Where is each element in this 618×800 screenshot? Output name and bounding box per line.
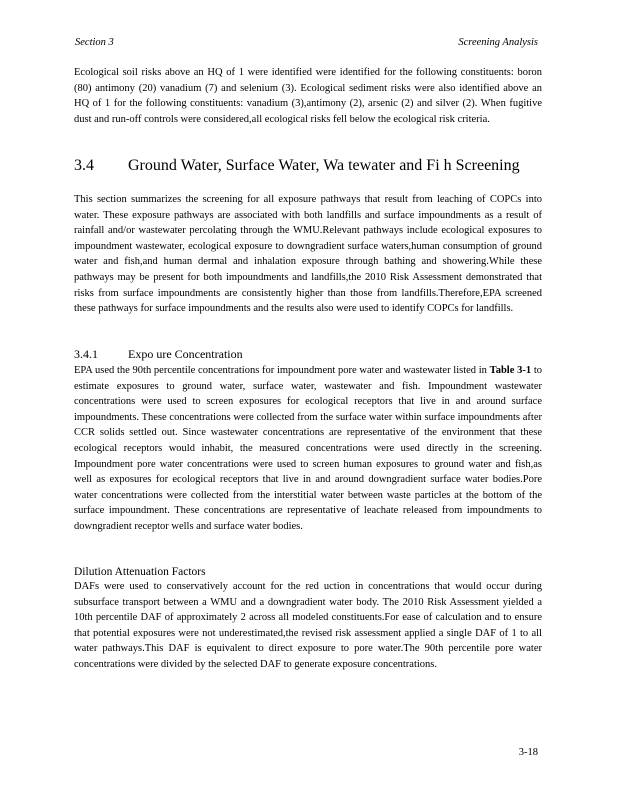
section-paragraph: This section summarizes the screening for all exposure pathways that result from leaching of COPCs into water. These exposure pathways are associated with both landfills and surface impoundments as a result of rainfall and/or wastewater percolating through the WMU.Relevant pathways include ecological exposures to impoundment wastewater, ecological exposure to downgradient surface waters,human consumption of ground water and fish,and human dermal and inhalation exposure through bathing and showering.While these pathways may be present for both impoundments and landfills,the 2010 Risk Assessment demonstrated that risks from surface impoundments are consistently higher than those from landfills.Therefore,EPA screened these pathways for surface impoundments and the results also were used to identify COPCs for landfills. xyxy=(74,194,542,315)
subsection-text-after-ref: to estimate exposures to ground water, surface water, wastewater and fish. Impoundment wastewater concentrations were used to screen exposures for ecological receptors that live in and around surface impoundments. These concentrations were collected from the surface water within surface impoundments after CCR solids settled out. Since wastewater concentrations are representative of the environment that these ecological receptors would inhabit, the measured concentrations were used directly in the screening. Impoundment pore water concentrations were used to screen human exposures to ground water and fish,as well as exposures for ecological receptors that live in and around downgradient surface water bodies.Pore water concentrations were collected from the interstitial water between waste particles at the bottom of the surface impoundment. These concentrations are representative of leachate released from impoundments to downgradient receptor wells and surface water bodies. xyxy=(74,365,543,532)
section-title: Ground Water, Surface Water, Wa tewater and Fi h Screening xyxy=(128,157,520,174)
subsection-text-before-ref: EPA used the 90th percentile concentrations for impoundment pore water and wastewater listed in xyxy=(74,365,487,376)
subsection-number: 3.4.1 xyxy=(74,347,98,361)
subsection-heading xyxy=(74,347,243,361)
subsection-title: Expo ure Concentration xyxy=(128,347,243,361)
intro-paragraph: Ecological soil risks above an HQ of 1 were identified were identified for the following constituents: boron (80) antimony (20) vanadium (7) and selenium (3). Ecological sediment risks were also identified above an HQ of 1 for the following constituents: vanadium (3),antimony (2), arsenic (2) and silver (2). When fugitive dust and run-off controls were considered,all ecological risks fell below the ecological risk criteria. xyxy=(74,67,542,125)
dilution-heading: Dilution Attenuation Factors xyxy=(74,566,206,578)
table-reference-link[interactable]: Table 3-1 xyxy=(489,365,532,376)
running-header-section: Section 3 xyxy=(75,37,114,48)
running-header-title: Screening Analysis xyxy=(458,37,538,48)
dilution-paragraph: DAFs were used to conservatively account for the red uction in concentrations that would occur during subsurface transport between a WMU and a downgradient water body. The 2010 Risk Assessment yielded a 10th percentile DAF of approximately 2 across all modeled constituents.For ease of calculation and to ensure that potential exposures were not underestimated,the revised risk assessment applied a single DAF of 1 to all water pathways.This DAF is equivalent to direct exposure to pore water.The 90th percentile pore water concentrations were divided by the selected DAF to generate exposure concentrations. xyxy=(74,581,542,670)
page-number: 3-18 xyxy=(518,747,538,758)
section-number: 3.4 xyxy=(74,157,94,174)
subsection-paragraph xyxy=(74,363,542,535)
